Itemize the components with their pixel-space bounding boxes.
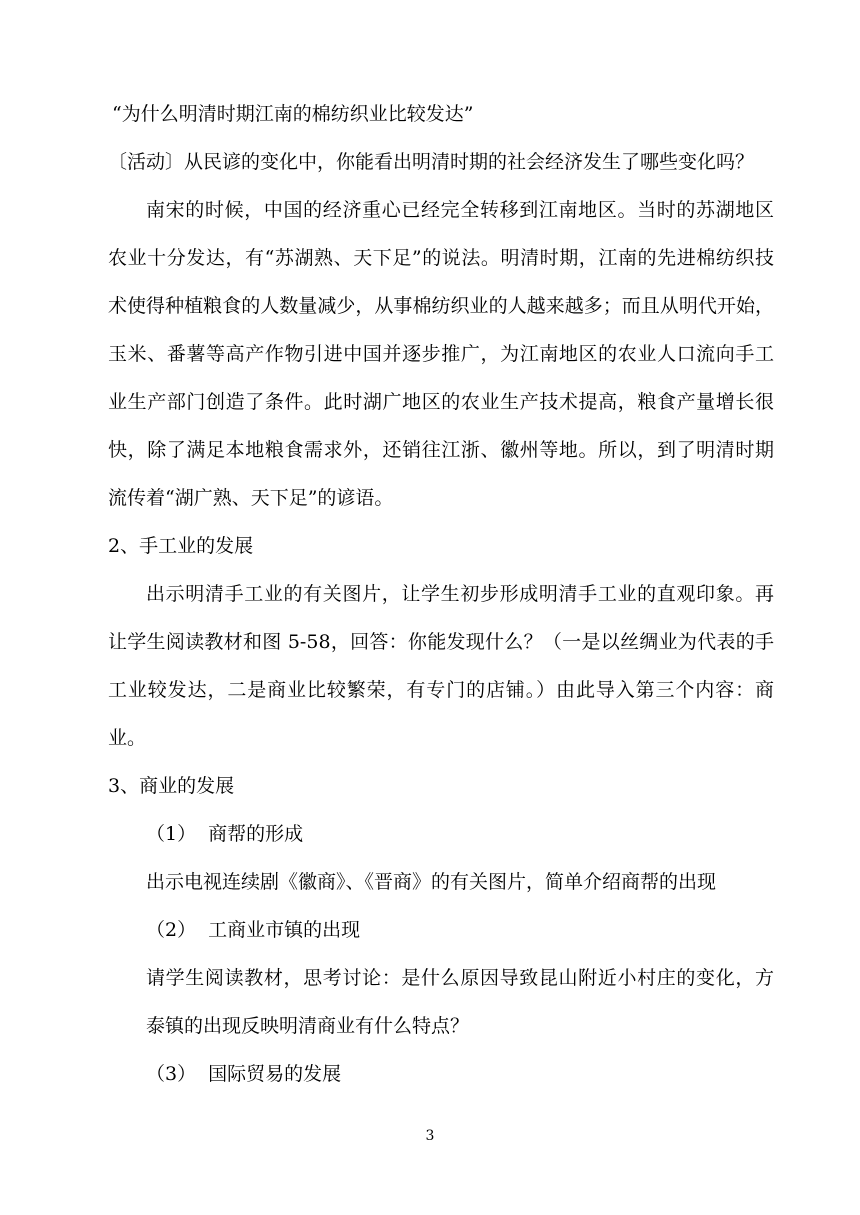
paragraph-line: 流传着“湖广熟、天下足”的谚语。: [108, 487, 394, 509]
paragraph-line: 泰镇的出现反映明清商业有什么特点？: [146, 1015, 470, 1037]
subsection-heading: （3） 国际贸易的发展: [146, 1063, 342, 1085]
page-number: 3: [425, 1128, 435, 1144]
paragraph-line: 请学生阅读教材，思考讨论：是什么原因导致昆山附近小村庄的变化，方: [146, 967, 774, 989]
paragraph-line: 出示电视连续剧《徽商》、《晋商》的有关图片，简单介绍商帮的出现: [146, 871, 717, 893]
activity-line: 〔活动〕从民谚的变化中，你能看出明清时期的社会经济发生了哪些变化吗？: [108, 151, 755, 173]
subsection-heading: （2） 工商业市镇的出现: [146, 919, 361, 941]
paragraph-line: 快，除了满足本地粮食需求外，还销往江浙、徽州等地。所以，到了明清时期: [108, 439, 774, 461]
paragraph-line: 业生产部门创造了条件。此时湖广地区的农业生产技术提高，粮食产量增长很: [108, 391, 774, 413]
paragraph-line: 让学生阅读教材和图 5-58，回答：你能发现什么？（一是以丝绸业为代表的手: [108, 631, 774, 653]
section-heading: 2、手工业的发展: [108, 535, 254, 557]
paragraph-line: 玉米、番薯等高产作物引进中国并逐步推广，为江南地区的农业人口流向手工: [108, 343, 774, 365]
quote-line: “为什么明清时期江南的棉纺织业比较发达”: [112, 103, 474, 125]
paragraph-line: 出示明清手工业的有关图片，让学生初步形成明清手工业的直观印象。再: [146, 583, 774, 605]
subsection-heading: （1） 商帮的形成: [146, 823, 304, 845]
section-heading: 3、商业的发展: [108, 775, 235, 797]
paragraph-line: 工业较发达，二是商业比较繁荣，有专门的店铺。）由此导入第三个内容：商: [108, 679, 774, 701]
paragraph-line: 术使得种植粮食的人数量减少，从事棉纺织业的人越来越多；而且从明代开始，: [108, 295, 774, 317]
paragraph-line: 农业十分发达，有“苏湖熟、天下足”的说法。明清时期，江南的先进棉纺织技: [108, 247, 774, 269]
paragraph-line: 南宋的时候，中国的经济重心已经完全转移到江南地区。当时的苏湖地区: [146, 199, 774, 221]
paragraph-line: 业。: [108, 727, 147, 749]
